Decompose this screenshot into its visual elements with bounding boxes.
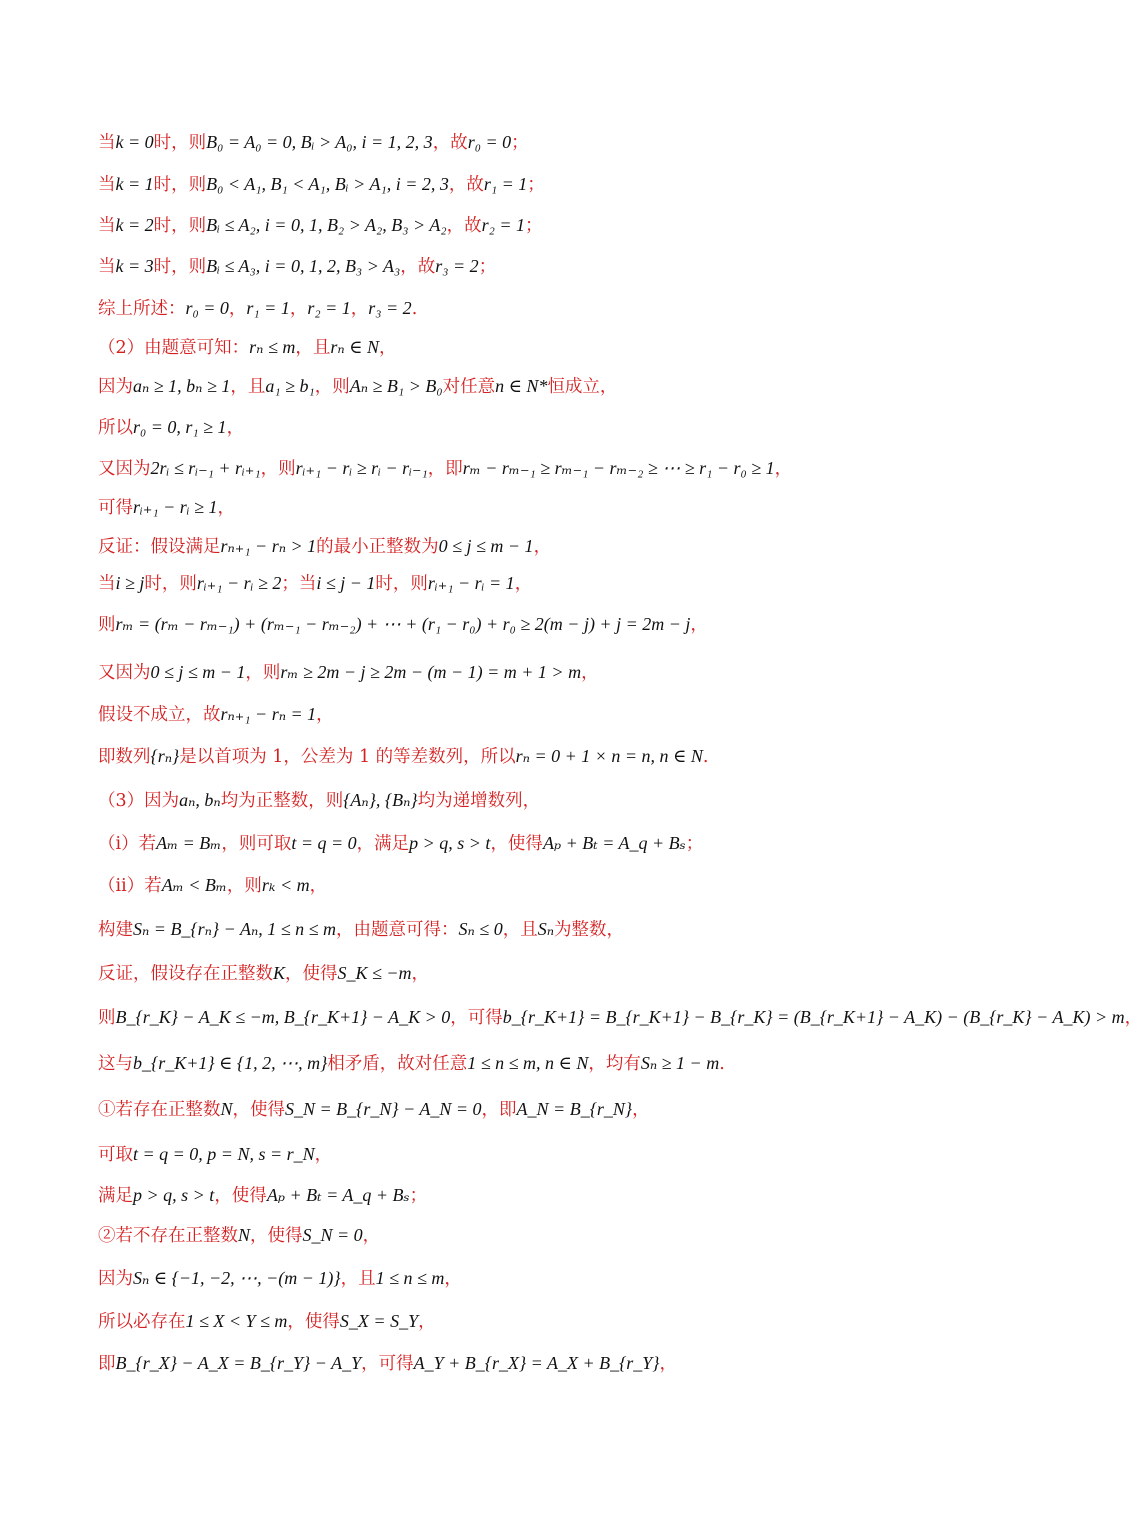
solution-line: [98, 172, 545, 197]
math-expression: K: [273, 963, 286, 983]
chinese-text: 是以首项为 1，公差为 1 的等差数列，所以: [179, 747, 516, 767]
chinese-text: ，: [411, 964, 430, 984]
math-expression: b_{r_K+1} = B_{r_K+1} − B_{r_K} = (B_{r_K+1} − A_K) − (B_{r_K} − A_K) > m: [502, 1007, 1125, 1027]
math-expression: rₙ₊₁ − rₙ = 1: [220, 704, 317, 724]
math-expression: Sₙ: [537, 919, 554, 939]
solution-line: [98, 1142, 332, 1167]
chinese-text: ，则: [245, 663, 281, 683]
math-expression: b_{r_K+1} ∈ {1, 2, ⋯, m}: [133, 1053, 328, 1073]
solution-line: [98, 415, 244, 440]
chinese-text: 即: [98, 1354, 116, 1374]
math-expression: rᵢ₊₁ − rᵢ = 1: [427, 573, 515, 593]
chinese-text: 相矛盾，故对任意: [327, 1054, 468, 1074]
math-expression: rᵢ₊₁ − rᵢ ≥ rᵢ − rᵢ₋₁: [295, 458, 428, 478]
math-expression: r₀ = 0: [467, 132, 512, 152]
solution-line: [98, 495, 235, 520]
math-expression: rₙ = 0 + 1 × n = n, n ∈ N: [515, 746, 703, 766]
chinese-text: ，: [228, 299, 247, 319]
math-expression: Bᵢ ≤ A₂, i = 0, 1, B₂ > A₂, B₃ > A₂: [206, 215, 447, 235]
solution-line: [98, 788, 540, 813]
math-expression: p > q, s > t: [409, 833, 491, 853]
math-expression: r₀ = 0, r₁ ≥ 1: [133, 417, 227, 437]
chinese-text: ，: [289, 299, 308, 319]
chinese-text: ，则可取: [221, 834, 292, 854]
math-expression: {rₙ}: [150, 746, 180, 766]
solution-line: [98, 1266, 462, 1291]
solution-line: [98, 571, 532, 596]
chinese-text: 时，则: [144, 574, 197, 594]
solution-line: [98, 1005, 1142, 1030]
chinese-text: 假设不成立，故: [98, 705, 221, 725]
solution-line: [98, 961, 429, 986]
chinese-text: 满足: [98, 1186, 133, 1206]
chinese-text: ；: [527, 175, 545, 195]
math-expression: Aₚ + Bₜ = A_q + Bₛ: [266, 1185, 410, 1205]
math-expression: p > q, s > t: [133, 1185, 215, 1205]
solution-line: [98, 1309, 436, 1334]
chinese-text: .: [411, 299, 418, 319]
chinese-text: ；: [409, 1186, 428, 1206]
chinese-text: ，故: [400, 257, 436, 277]
math-expression: Aₙ ≥ B₁ > B₀: [349, 376, 443, 396]
math-expression: A_Y + B_{r_X} = A_X + B_{r_Y}: [413, 1353, 660, 1373]
chinese-text: ，满足: [356, 834, 410, 854]
math-expression: r₃ = 2: [435, 256, 479, 276]
chinese-text: 这与: [98, 1054, 133, 1074]
math-expression: a₁ ≥ b₁: [265, 376, 315, 396]
chinese-text: 可取: [98, 1145, 133, 1165]
chinese-text: ，: [659, 1354, 678, 1374]
chinese-text: ，: [226, 418, 245, 438]
chinese-text: ，: [514, 574, 533, 594]
math-expression: 2rᵢ ≤ rᵢ₋₁ + rᵢ₊₁: [150, 458, 261, 478]
math-expression: 1 ≤ n ≤ m, n ∈ N: [467, 1053, 589, 1073]
math-expression: Aₘ = Bₘ: [156, 833, 222, 853]
solution-line: [98, 1183, 427, 1208]
chinese-text: ，: [314, 1145, 333, 1165]
chinese-text: ，均有: [588, 1054, 641, 1074]
chinese-text: 时，则: [153, 257, 207, 277]
chinese-text: ，: [217, 498, 235, 518]
chinese-text: ；: [478, 257, 497, 277]
chinese-text: ，: [378, 338, 397, 358]
math-expression: rᵢ₊₁ − rᵢ ≥ 1: [133, 497, 218, 517]
chinese-text: ，且: [502, 920, 538, 940]
chinese-text: ①若存在正整数: [98, 1100, 221, 1120]
chinese-text: 反证，假设存在正整数: [98, 964, 273, 984]
math-expression: S_K ≤ −m: [337, 963, 412, 983]
math-expression: rₙ ≤ m: [249, 337, 296, 357]
solution-line: [98, 1051, 725, 1076]
math-expression: 0 ≤ j ≤ m − 1: [150, 662, 246, 682]
math-expression: N: [220, 1099, 233, 1119]
chinese-text: ，: [316, 705, 334, 725]
math-expression: Sₙ ∈ {−1, −2, ⋯, −(m − 1)}: [133, 1268, 341, 1288]
solution-line: [98, 873, 327, 898]
solution-line: [98, 1351, 677, 1376]
solution-line: [98, 335, 396, 360]
chinese-text: 所以必存在: [98, 1312, 186, 1332]
chinese-text: 因为: [98, 377, 133, 397]
chinese-text: ，: [774, 459, 793, 479]
chinese-text: 当: [98, 175, 116, 195]
chinese-text: ，即: [481, 1100, 517, 1120]
chinese-text: ，使得: [214, 1186, 267, 1206]
chinese-text: ；: [511, 133, 529, 153]
math-expression: Aₚ + Bₜ = A_q + Bₛ: [542, 833, 686, 853]
chinese-text: ；: [685, 834, 704, 854]
chinese-text: 当: [98, 133, 116, 153]
math-expression: A_N = B_{r_N}: [516, 1099, 633, 1119]
chinese-text: 反证：假设满足: [98, 537, 221, 557]
chinese-text: ，则: [226, 876, 262, 896]
chinese-text: ，且: [230, 377, 266, 397]
math-expression: B_{r_X} − A_X = B_{r_Y} − A_Y: [115, 1353, 362, 1373]
chinese-text: 则: [98, 615, 116, 635]
chinese-text: （ⅱ）若: [98, 876, 162, 896]
math-expression: aₙ, bₙ: [179, 790, 221, 810]
solution-line: [98, 534, 551, 559]
chinese-text: 因为: [98, 1269, 133, 1289]
chinese-text: 当: [98, 574, 116, 594]
math-expression: rₙ₊₁ − rₙ > 1: [220, 536, 317, 556]
chinese-text: 时，则: [375, 574, 428, 594]
math-expression: Sₙ ≥ 1 − m: [640, 1053, 720, 1073]
math-expression: i ≥ j: [115, 573, 145, 593]
chinese-text: ，则: [260, 459, 296, 479]
math-expression: 1 ≤ X < Y ≤ m: [185, 1311, 288, 1331]
chinese-text: ；当: [281, 574, 317, 594]
math-expression: r₀ = 0: [185, 298, 229, 318]
math-expression: rᵢ₊₁ − rᵢ ≥ 2: [196, 573, 282, 593]
chinese-text: ，: [690, 615, 708, 635]
chinese-text: 均为正整数，则: [220, 791, 344, 811]
math-expression: k = 1: [115, 174, 154, 194]
chinese-text: ，: [444, 1269, 462, 1289]
chinese-text: 则: [98, 1008, 116, 1028]
chinese-text: ，使得: [490, 834, 543, 854]
math-expression: B₀ = A₀ = 0, Bᵢ > A₀, i = 1, 2, 3: [206, 132, 433, 152]
math-expression: r₁ = 1: [246, 298, 290, 318]
chinese-text: ，故: [448, 175, 484, 195]
chinese-text: 时，则: [153, 175, 207, 195]
chinese-text: 所以: [98, 418, 133, 438]
math-expression: 0 ≤ j ≤ m − 1: [438, 536, 534, 556]
math-expression: r₂ = 1: [307, 298, 351, 318]
math-expression: 1 ≤ n ≤ m: [375, 1268, 445, 1288]
solution-line: [98, 660, 599, 685]
chinese-text: ，故: [446, 216, 482, 236]
math-expression: {Aₙ}, {Bₙ}: [343, 790, 418, 810]
chinese-text: 构建: [98, 920, 133, 940]
chinese-text: ，: [1124, 1008, 1142, 1028]
math-expression: N: [238, 1225, 251, 1245]
chinese-text: ，: [418, 1312, 436, 1332]
math-expression: Bᵢ ≤ A₃, i = 0, 1, 2, B₃ > A₃: [206, 256, 401, 276]
solution-line: [98, 456, 792, 481]
math-expression: S_N = B_{r_N} − A_N = 0: [285, 1099, 482, 1119]
math-expression: r₂ = 1: [481, 215, 526, 235]
math-expression: rₖ < m: [261, 875, 310, 895]
solution-line: [98, 296, 417, 321]
math-expression: k = 0: [115, 132, 154, 152]
chinese-text: 当: [98, 216, 116, 236]
math-expression: aₙ ≥ 1, bₙ ≥ 1: [133, 376, 231, 396]
math-expression: rₙ ∈ N: [330, 337, 379, 357]
solution-line: [98, 612, 708, 637]
chinese-text: （3）因为: [98, 791, 180, 811]
solution-line: [98, 254, 496, 279]
math-expression: rₘ = (rₘ − rₘ₋₁) + (rₘ₋₁ − rₘ₋₂) + ⋯ + (r₁ − r₀) + r₀ ≥ 2(m − j) + j = 2m − j: [115, 614, 691, 634]
math-expression: n ∈ N*: [495, 376, 548, 396]
solution-line: [98, 917, 624, 942]
chinese-text: ，可得: [450, 1008, 503, 1028]
solution-line: [98, 374, 617, 399]
chinese-text: .: [702, 747, 709, 767]
solution-line: [98, 130, 529, 155]
math-expression: B_{r_K} − A_K ≤ −m, B_{r_K+1} − A_K > 0: [115, 1007, 451, 1027]
chinese-text: ；: [525, 216, 543, 236]
chinese-text: ，使得: [287, 1312, 340, 1332]
math-expression: k = 3: [115, 256, 154, 276]
math-expression: Sₙ = B_{rₙ} − Aₙ, 1 ≤ n ≤ m: [133, 919, 337, 939]
solution-line: [98, 702, 334, 727]
chinese-text: ，故: [432, 133, 468, 153]
chinese-text: 时，则: [153, 133, 207, 153]
chinese-text: .: [719, 1054, 725, 1074]
chinese-text: （ⅰ）若: [98, 834, 157, 854]
chinese-text: 又因为: [98, 663, 151, 683]
chinese-text: 可得: [98, 498, 133, 518]
math-expression: Aₘ < Bₘ: [161, 875, 227, 895]
math-expression: rₘ − rₘ₋₁ ≥ rₘ₋₁ − rₘ₋₂ ≥ ⋯ ≥ r₁ − r₀ ≥ 1: [462, 458, 775, 478]
chinese-text: 对任意: [442, 377, 496, 397]
chinese-text: 的最小正整数为: [316, 537, 439, 557]
chinese-text: ，由题意可得：: [336, 920, 459, 940]
solution-line: [98, 1097, 650, 1122]
chinese-text: 均为递增数列，: [417, 791, 541, 811]
math-expression: Sₙ ≤ 0: [458, 919, 503, 939]
chinese-text: 时，则: [153, 216, 207, 236]
math-expression: i ≤ j − 1: [316, 573, 376, 593]
chinese-text: ，: [350, 299, 369, 319]
math-expression: S_X = S_Y: [339, 1311, 419, 1331]
math-expression: B₀ < A₁, B₁ < A₁, Bᵢ > A₁, i = 2, 3: [206, 174, 449, 194]
chinese-text: 综上所述：: [98, 299, 186, 319]
chinese-text: ，使得: [232, 1100, 286, 1120]
solution-line: [98, 213, 543, 238]
chinese-text: 即数列: [98, 747, 151, 767]
chinese-text: ，: [581, 663, 599, 683]
chinese-text: ，: [632, 1100, 650, 1120]
math-expression: k = 2: [115, 215, 154, 235]
chinese-text: 为整数，: [554, 920, 624, 940]
chinese-text: ，使得: [250, 1226, 303, 1246]
math-expression: t = q = 0: [291, 833, 357, 853]
math-expression: t = q = 0, p = N, s = r_N: [133, 1144, 315, 1164]
chinese-text: ，: [362, 1226, 381, 1246]
math-expression: r₁ = 1: [483, 174, 528, 194]
chinese-text: 当: [98, 257, 116, 277]
math-expression: rₘ ≥ 2m − j ≥ 2m − (m − 1) = m + 1 > m: [280, 662, 582, 682]
solution-line: [98, 831, 703, 856]
chinese-text: ，: [533, 537, 552, 557]
solution-line: [98, 744, 708, 769]
chinese-text: ②若不存在正整数: [98, 1226, 238, 1246]
chinese-text: 又因为: [98, 459, 151, 479]
math-expression: S_N = 0: [302, 1225, 363, 1245]
chinese-text: ，即: [427, 459, 463, 479]
chinese-text: ，且: [340, 1269, 376, 1289]
chinese-text: ，: [309, 876, 328, 896]
math-expression: r₃ = 2: [368, 298, 412, 318]
solution-line: [98, 1223, 380, 1248]
chinese-text: ，可得: [361, 1354, 414, 1374]
chinese-text: ，则: [314, 377, 350, 397]
chinese-text: ，且: [295, 338, 331, 358]
chinese-text: ，使得: [285, 964, 338, 984]
chinese-text: 恒成立，: [547, 377, 618, 397]
chinese-text: （2）由题意可知：: [98, 338, 250, 358]
